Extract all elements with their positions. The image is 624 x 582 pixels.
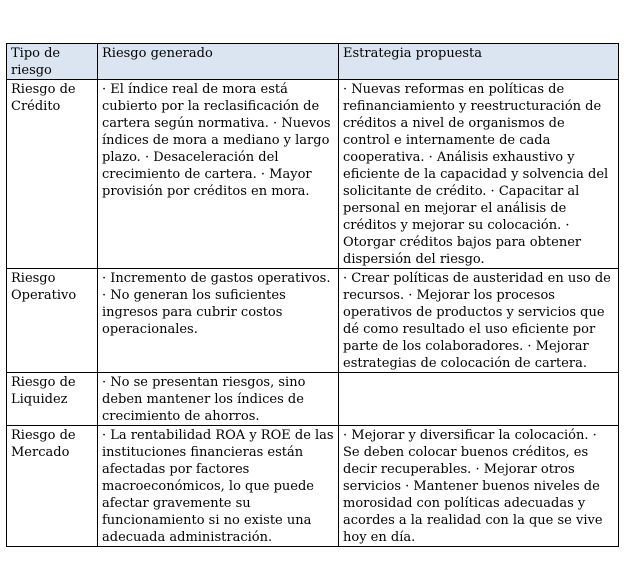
generated-risk-cell: · No se presentan riesgos, sino deben mantener los índices de crecimiento de ahorros. <box>98 373 339 426</box>
header-risk-type: Tipo de riesgo <box>7 44 98 80</box>
table-row-liquidity <box>7 373 619 426</box>
risk-type-cell: Riesgo de Crédito <box>7 80 98 269</box>
generated-risk-cell: · El índice real de mora está cubierto por la reclasificación de cartera según normativa. · Nuevos índices de mora a mediano y largo plazo. · Desaceleración del crecimiento de cartera. · Mayor provisión por créditos en mora. <box>98 80 339 269</box>
table-header-row <box>7 44 619 80</box>
generated-risk-cell: · La rentabilidad ROA y ROE de las instituciones financieras están afectadas por factores macroeconómicos, lo que puede afectar gravemente su funcionamiento si no existe una adecuada administración. <box>98 426 339 547</box>
header-proposed-strategy: Estrategia propuesta <box>339 44 619 80</box>
proposed-strategy-cell: · Nuevas reformas en políticas de refinanciamiento y reestructuración de créditos a nivel de organismos de control e internamente de cada cooperativa. · Análisis exhaustivo y eficiente de la capacidad y solvencia del solicitante de crédito. · Capacitar al personal en mejorar el análisis de créditos y mejorar su colocación. · Otorgar créditos bajos para obtener dispersión del riesgo. <box>339 80 619 269</box>
risk-strategy-table <box>6 43 619 547</box>
header-generated-risk: Riesgo generado <box>98 44 339 80</box>
table-row-operational <box>7 269 619 373</box>
generated-risk-cell: · Incremento de gastos operativos. · No generan los suficientes ingresos para cubrir costos operacionales. <box>98 269 339 373</box>
proposed-strategy-cell: · Crear políticas de austeridad en uso de recursos. · Mejorar los procesos operativos de productos y servicios que dé como resultado el uso eficiente por parte de los colaboradores. · Mejorar estrategias de colocación de cartera. <box>339 269 619 373</box>
table-row-market <box>7 426 619 547</box>
proposed-strategy-cell: · Mejorar y diversificar la colocación. · Se deben colocar buenos créditos, es decir recuperables. · Mejorar otros servicios · Mantener buenos niveles de morosidad con políticas adecuadas y acordes a la realidad con la que se vive hoy en día. <box>339 426 619 547</box>
proposed-strategy-cell <box>339 373 619 426</box>
table-row-credit <box>7 80 619 269</box>
risk-type-cell: Riesgo de Mercado <box>7 426 98 547</box>
risk-type-cell: Riesgo Operativo <box>7 269 98 373</box>
risk-type-cell: Riesgo de Liquidez <box>7 373 98 426</box>
